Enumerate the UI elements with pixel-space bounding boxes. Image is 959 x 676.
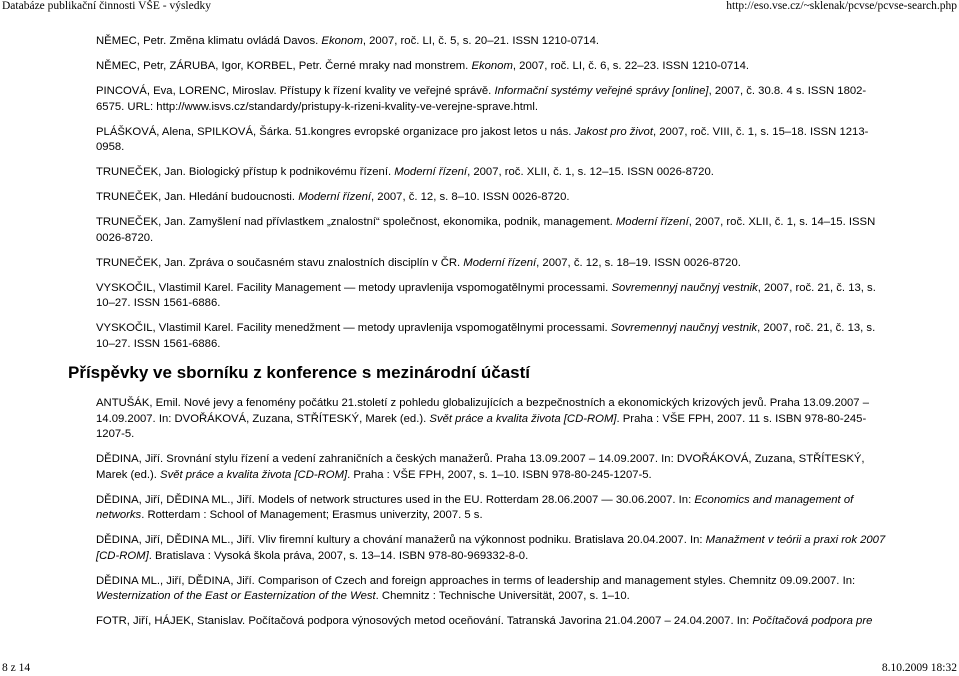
- header-title: Databáze publikační činnosti VŠE - výsledky: [2, 0, 211, 12]
- entry-source-title: Moderní řízení: [463, 256, 537, 269]
- entry-text: , 2007, roč. XLII, č. 1, s. 12–15. ISSN 0026-8720.: [467, 166, 714, 178]
- bibliography-entry: [96, 34, 886, 50]
- bibliography-entry: [96, 59, 886, 75]
- entry-text: , 2007, č. 12, s. 18–19. ISSN 0026-8720.: [536, 256, 741, 269]
- entry-source-title: Ekonom: [321, 35, 363, 47]
- bibliography-entry: [96, 533, 886, 564]
- conference-papers-list: [96, 396, 886, 630]
- bibliography-entry: [96, 165, 886, 181]
- entry-text: NĚMEC, Petr. Změna klimatu ovládá Davos.: [96, 35, 322, 47]
- bibliography-entry: [96, 614, 886, 630]
- entry-text: TRUNEČEK, Jan. Biologický přístup k podnikovému řízení.: [96, 166, 395, 178]
- print-timestamp: 8.10.2009 18:32: [881, 662, 957, 674]
- section-title: Příspěvky ve sborníku z konference s mezinárodní účastí: [68, 363, 531, 382]
- bibliography-entry: [96, 493, 886, 524]
- header-url: http://eso.vse.cz/~sklenak/pcvse/pcvse-search.php: [726, 0, 957, 12]
- entry-source-title: Jakost pro život: [574, 125, 653, 138]
- bibliography-entry: [96, 452, 886, 483]
- entry-text: PINCOVÁ, Eva, LORENC, Miroslav. Přístupy k řízení kvality ve veřejné správě.: [96, 85, 495, 97]
- entry-source-title: Moderní řízení: [394, 166, 468, 178]
- entry-text: ANTUŠÁK, Emil. Nové jevy a fenomény počátku 21.století z pohledu globalizujících a bezpečnostních a ekonomických krizových jevů. Praha 13.09.2007 – 14.09.2007. In: DVOŘÁKOVÁ, Zuzana, STŘÍTESKÝ, Marek (ed.).: [96, 397, 869, 425]
- entry-text: DĚDINA, Jiří, DĚDINA ML., Jiří. Vliv firemní kultury a chování manažerů na výkonnost podniku. Bratislava 20.04.2007. In:: [96, 534, 706, 546]
- print-footer: [0, 660, 959, 676]
- entry-text: . Bratislava : Vysoká škola práva, 2007, s. 13–14. ISBN 978-80-969332-8-0.: [148, 549, 529, 562]
- entry-text: DĚDINA ML., Jiří, DĚDINA, Jiří. Comparison of Czech and foreign approaches in terms of leadership and management styles. Chemnitz 09.09.2007. In:: [96, 574, 856, 587]
- entry-source-title: Svět práce a kvalita života [CD-ROM]: [160, 468, 348, 481]
- entry-text: VYSKOČIL, Vlastimil Karel. Facility menedžment — metody upravlenija vspomogatělnymi processami.: [96, 322, 611, 334]
- print-header: [0, 0, 959, 14]
- bibliography-entry: [96, 125, 886, 156]
- entry-text: , 2007, roč. 21, č. 13, s. 10–27. ISSN 1561-6886.: [96, 322, 876, 350]
- entry-text: , 2007, roč. XLII, č. 1, s. 14–15. ISSN 0026-8720.: [96, 216, 876, 244]
- entry-text: , 2007, roč. VIII, č. 1, s. 15–18. ISSN 1213-0958.: [96, 125, 869, 153]
- entry-source-title: Economics and management of networks: [96, 493, 854, 521]
- entry-text: TRUNEČEK, Jan. Hledání budoucnosti.: [96, 191, 299, 203]
- journal-articles-list: [96, 34, 886, 352]
- entry-text: TRUNEČEK, Jan. Zamyšlení nad přívlastkem „znalostní“ společnost, ekonomika, podnik, management.: [96, 216, 616, 228]
- entry-text: PLÁŠKOVÁ, Alena, SPILKOVÁ, Šárka. 51.kongres evropské organizace pro jakost letos u nás.: [96, 125, 575, 138]
- entry-text: DĚDINA, Jiří, DĚDINA ML., Jiří. Models of network structures used in the EU. Rotterdam 28.06.2007 — 30.06.2007. In:: [96, 493, 695, 506]
- document-content: [68, 34, 886, 639]
- entry-source-title: Westernization of the East or Easternization of the West: [96, 590, 376, 602]
- page-number: 8 z 14: [2, 662, 31, 674]
- entry-text: DĚDINA, Jiří. Srovnání stylu řízení a vedení zahraničních a českých manažerů. Praha 13.09.2007 – 14.09.2007. In: DVOŘÁKOVÁ, Zuzana, STŘÍTESKÝ, Marek (ed.).: [96, 453, 865, 481]
- entry-source-title: Informační systémy veřejné správy [online]: [494, 85, 709, 97]
- entry-text: , 2007, roč. LI, č. 5, s. 20–21. ISSN 1210-0714.: [362, 35, 599, 47]
- entry-source-title: Manažment v teórii a praxi rok 2007 [CD-ROM]: [96, 534, 886, 562]
- entry-source-title: Sovremennyj naučnyj vestnik: [611, 281, 758, 294]
- bibliography-entry: [96, 281, 886, 312]
- bibliography-entry: [96, 321, 886, 352]
- entry-text: . Rotterdam : School of Management; Erasmus univerzity, 2007. 5 s.: [141, 509, 483, 521]
- entry-text: VYSKOČIL, Vlastimil Karel. Facility Management — metody upravlenija vspomogatělnymi processami.: [96, 281, 612, 294]
- bibliography-entry: [96, 574, 886, 605]
- entry-source-title: Moderní řízení: [615, 216, 689, 228]
- bibliography-entry: [96, 84, 886, 115]
- entry-text: TRUNEČEK, Jan. Zpráva o současném stavu znalostních disciplín v ČR.: [96, 256, 464, 269]
- entry-source-title: Svět práce a kvalita života [CD-ROM]: [429, 412, 617, 425]
- entry-text: , 2007, č. 30.8. 4 s. ISSN 1802-6575. URL: http://www.isvs.cz/standardy/pristupy-k-rizeni-kvality-ve-verejne-sprave.html.: [96, 85, 867, 113]
- entry-source-title: Počítačová podpora pre: [752, 615, 873, 627]
- entry-source-title: Moderní řízení: [298, 191, 372, 203]
- entry-source-title: Ekonom: [471, 60, 513, 72]
- entry-text: . Chemnitz : Technische Universität, 2007, s. 1–10.: [375, 590, 630, 602]
- bibliography-entry: [96, 396, 886, 443]
- entry-text: . Praha : VŠE FPH, 2007, s. 1–10. ISBN 978-80-245-1207-5.: [347, 468, 652, 481]
- entry-text: FOTR, Jiří, HÁJEK, Stanislav. Počítačová podpora výnosových metod oceňování. Tatranská Javorina 21.04.2007 – 24.04.2007. In:: [96, 615, 753, 627]
- entry-source-title: Sovremennyj naučnyj vestnik: [610, 322, 758, 334]
- entry-text: , 2007, č. 12, s. 8–10. ISSN 0026-8720.: [371, 191, 570, 203]
- entry-text: . Praha : VŠE FPH, 2007. 11 s. ISBN 978-80-245-1207-5.: [96, 412, 867, 440]
- entry-text: , 2007, roč. LI, č. 6, s. 22–23. ISSN 1210-0714.: [512, 60, 750, 72]
- entry-text: NĚMEC, Petr, ZÁRUBA, Igor, KORBEL, Petr. Černé mraky nad monstrem.: [96, 60, 472, 72]
- bibliography-entry: [96, 215, 886, 246]
- bibliography-entry: [96, 256, 886, 272]
- bibliography-entry: [96, 190, 886, 206]
- entry-text: , 2007, roč. 21, č. 13, s. 10–27. ISSN 1561-6886.: [96, 281, 876, 309]
